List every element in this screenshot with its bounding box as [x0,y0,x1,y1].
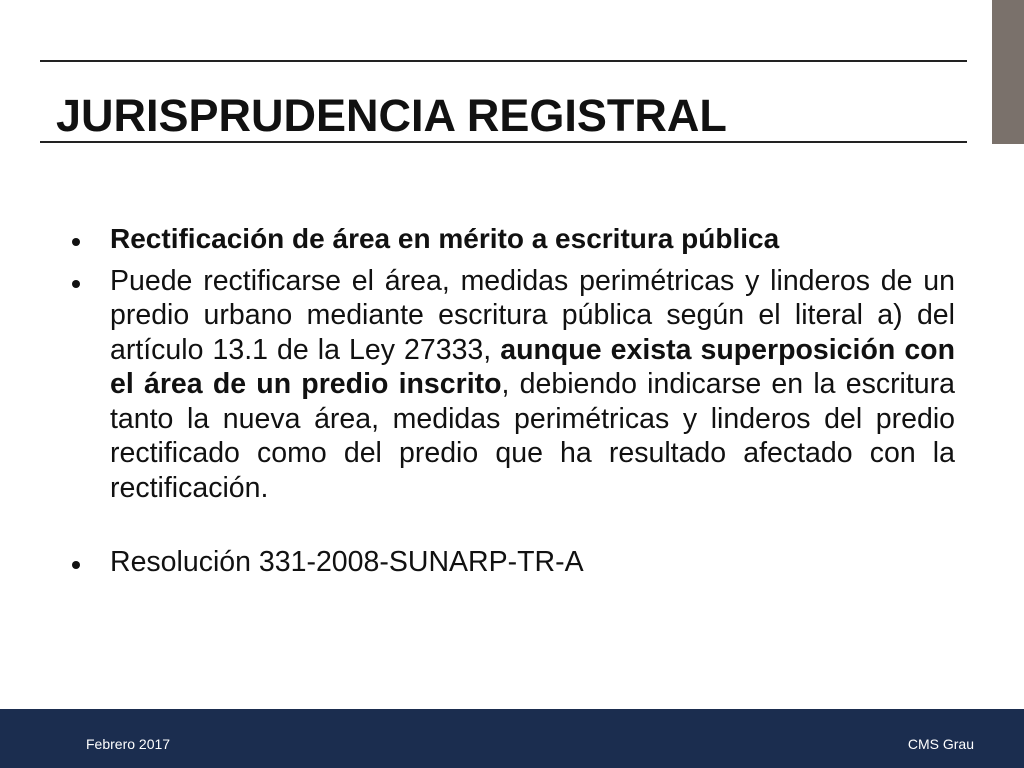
bullet-item-heading [72,222,955,257]
footer-author: CMS Grau [907,736,974,752]
bullet-text-part1: Puede rectificarse el área, medidas perimétricas y linderos de un predio urbano mediante escritura pública según el literal a) del artículo 13.1 de la Ley 27333, [110,264,955,366]
bullet-dot-icon [72,238,80,246]
title-top-rule [40,60,967,62]
slide-content [72,222,955,762]
title-bottom-rule [40,141,967,143]
bullet-text-part2: , debiendo indicarse en la escritura tanto la nueva área, medidas perimétricas y linderos del predio rectificado como del predio que ha resultado afectado con la rectificación. [110,368,955,504]
bullet-dot-icon [72,280,80,288]
accent-bar [992,0,1024,144]
bullet-text: Rectificación de área en mérito a escritura pública [110,223,780,254]
bullet-text-bold: aunque exista superposición con el área de un predio inscrito [110,333,955,400]
bullet-item-reference [72,545,955,580]
bullet-dot-icon [72,561,80,569]
bullet-text: Resolución 331-2008-SUNARP-TR-A [110,546,584,578]
footer-bar [0,709,1024,768]
slide-title: JURISPRUDENCIA REGISTRAL [56,90,727,141]
bullet-item-body [72,264,955,506]
footer-date: Febrero 2017 [86,736,171,752]
